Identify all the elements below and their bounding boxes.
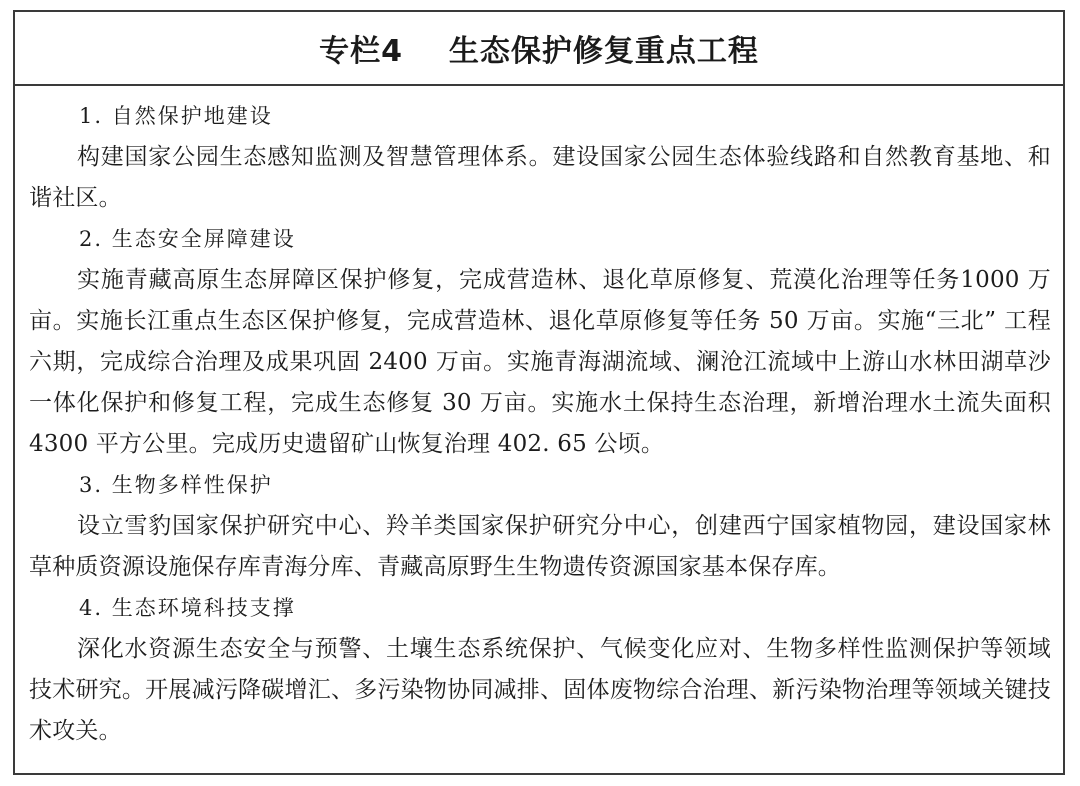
column-box [13, 10, 1065, 775]
section-paragraph: 构建国家公园生态感知监测及智慧管理体系。建设国家公园生态体验线路和自然教育基地、和谐社区。 [29, 144, 1051, 211]
section-tech-support [29, 588, 1051, 752]
section-heading: 3. 生物多样性保护 [79, 473, 273, 497]
section-paragraph: 设立雪豹国家保护研究中心、羚羊类国家保护研究分中心，创建西宁国家植物园，建设国家林草种质资源设施保存库青海分库、青藏高原野生生物遗传资源国家基本保存库。 [29, 513, 1051, 580]
section-paragraph: 实施青藏高原生态屏障区保护修复，完成营造林、退化草原修复、荒漠化治理等任务1000 万亩。实施长江重点生态区保护修复，完成营造林、退化草原修复等任务 50 万亩。实施“三北” 工程六期，完成综合治理及成果巩固 2400 万亩。实施青海湖流域、澜沧江流域中上游山水林田湖草沙一体化保护和修复工程，完成生态修复 30 万亩。实施水土保持生态治理，新增治理水土流失面积 4300 平方公里。完成历史遗留矿山恢复治理 402. 65 公顷。 [29, 267, 1051, 457]
section-heading: 4. 生态环境科技支撑 [79, 596, 296, 620]
column-title: 专栏4 生态保护修复重点工程 [319, 34, 759, 69]
section-paragraph: 深化水资源生态安全与预警、土壤生态系统保护、气候变化应对、生物多样性监测保护等领域技术研究。开展减污降碳增汇、多污染物协同减排、固体废物综合治理、新污染物治理等领域关键技术攻关。 [29, 636, 1051, 744]
section-heading: 1. 自然保护地建设 [79, 104, 273, 128]
column-body [15, 86, 1063, 752]
section-ecological-barrier [29, 219, 1051, 465]
section-heading: 2. 生态安全屏障建设 [79, 227, 296, 251]
column-header [15, 12, 1063, 86]
section-biodiversity [29, 465, 1051, 588]
section-nature-reserves [29, 96, 1051, 219]
